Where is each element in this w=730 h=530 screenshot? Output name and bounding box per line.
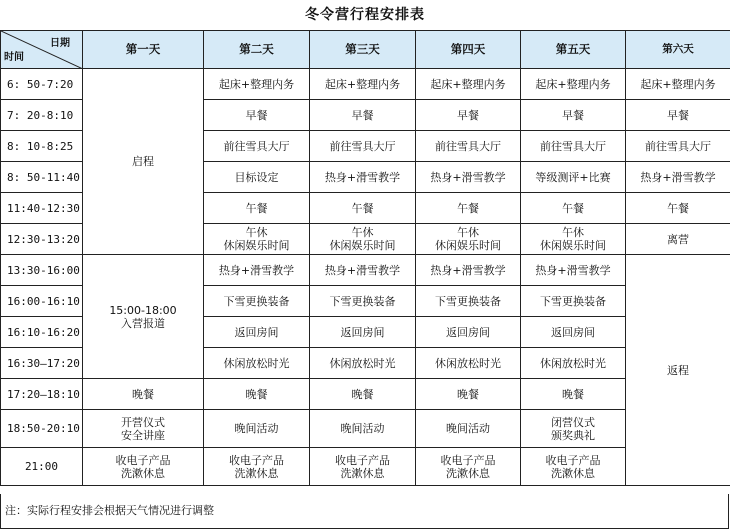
schedule-cell: 热身+滑雪教学 (416, 162, 521, 193)
schedule-cell: 早餐 (204, 100, 310, 131)
schedule-cell: 下雪更换装备 (310, 286, 416, 317)
day1-cell: 启程 (83, 69, 204, 255)
schedule-cell: 收电子产品 洗漱休息 (416, 448, 521, 486)
schedule-cell: 热身+滑雪教学 (416, 255, 521, 286)
table-row (1, 379, 730, 410)
schedule-cell: 起床+整理内务 (416, 69, 521, 100)
day-header: 第四天 (416, 31, 521, 69)
schedule-cell: 午餐 (204, 193, 310, 224)
schedule-cell: 午餐 (416, 193, 521, 224)
header-row (1, 31, 730, 69)
time-cell: 7: 20-8:10 (1, 100, 83, 131)
time-cell: 21:00 (1, 448, 83, 486)
schedule-cell: 闭营仪式 颁奖典礼 (521, 410, 626, 448)
day-header: 第六天 (626, 31, 730, 69)
table-row (1, 448, 730, 486)
schedule-cell: 下雪更换装备 (521, 286, 626, 317)
schedule-cell: 前往雪具大厅 (416, 131, 521, 162)
day-header: 第三天 (310, 31, 416, 69)
day1-cell: 晚餐 (83, 379, 204, 410)
schedule-cell: 前往雪具大厅 (626, 131, 730, 162)
time-cell: 18:50-20:10 (1, 410, 83, 448)
day1-cell: 15:00-18:00 入营报道 (83, 255, 204, 379)
corner-time-label: 时间 (4, 52, 24, 63)
time-cell: 16:10-16:20 (1, 317, 83, 348)
schedule-cell: 起床+整理内务 (626, 69, 730, 100)
footnote: 注：实际行程安排会根据天气情况进行调整 (0, 494, 729, 529)
schedule-cell: 目标设定 (204, 162, 310, 193)
schedule-cell: 晚间活动 (310, 410, 416, 448)
time-cell: 11:40-12:30 (1, 193, 83, 224)
schedule-cell: 午餐 (310, 193, 416, 224)
schedule-cell: 离营 (626, 224, 730, 255)
schedule-cell: 收电子产品 洗漱休息 (204, 448, 310, 486)
schedule-cell: 热身+滑雪教学 (310, 162, 416, 193)
time-cell: 13:30-16:00 (1, 255, 83, 286)
schedule-cell: 下雪更换装备 (204, 286, 310, 317)
day-header: 第五天 (521, 31, 626, 69)
day1-cell: 开营仪式 安全讲座 (83, 410, 204, 448)
schedule-cell: 下雪更换装备 (416, 286, 521, 317)
schedule-cell: 返回房间 (204, 317, 310, 348)
schedule-cell: 晚餐 (416, 379, 521, 410)
time-cell: 16:00-16:10 (1, 286, 83, 317)
schedule-cell: 前往雪具大厅 (204, 131, 310, 162)
schedule-cell: 起床+整理内务 (521, 69, 626, 100)
time-cell: 8: 50-11:40 (1, 162, 83, 193)
schedule-cell: 早餐 (310, 100, 416, 131)
corner-cell (1, 31, 83, 69)
schedule-cell: 返回房间 (416, 317, 521, 348)
schedule-cell: 热身+滑雪教学 (310, 255, 416, 286)
sheet-title: 冬令营行程安排表 (305, 7, 425, 23)
time-cell: 8: 10-8:25 (1, 131, 83, 162)
schedule-cell: 晚餐 (521, 379, 626, 410)
time-cell: 17:20—18:10 (1, 379, 83, 410)
schedule-cell: 休闲放松时光 (416, 348, 521, 379)
schedule-cell: 早餐 (626, 100, 730, 131)
day6-return-cell: 返程 (626, 255, 730, 486)
schedule-cell: 收电子产品 洗漱休息 (521, 448, 626, 486)
schedule-cell: 午休 休闲娱乐时间 (204, 224, 310, 255)
schedule-cell: 午休 休闲娱乐时间 (416, 224, 521, 255)
schedule-cell: 午餐 (521, 193, 626, 224)
time-cell: 16:30—17:20 (1, 348, 83, 379)
table-row (1, 69, 730, 100)
schedule-cell: 晚餐 (310, 379, 416, 410)
schedule-cell: 前往雪具大厅 (521, 131, 626, 162)
schedule-cell: 晚间活动 (204, 410, 310, 448)
schedule-cell: 热身+滑雪教学 (204, 255, 310, 286)
day-header: 第二天 (204, 31, 310, 69)
corner-date-label: 日期 (50, 38, 70, 49)
day1-cell: 收电子产品 洗漱休息 (83, 448, 204, 486)
schedule-cell: 起床+整理内务 (310, 69, 416, 100)
schedule-cell: 午休 休闲娱乐时间 (310, 224, 416, 255)
schedule-cell: 休闲放松时光 (521, 348, 626, 379)
table-row (1, 255, 730, 286)
schedule-cell: 热身+滑雪教学 (626, 162, 730, 193)
schedule-cell: 返回房间 (310, 317, 416, 348)
schedule-cell: 晚餐 (204, 379, 310, 410)
schedule-table (0, 30, 730, 486)
schedule-cell: 返回房间 (521, 317, 626, 348)
day-header: 第一天 (83, 31, 204, 69)
schedule-cell: 早餐 (416, 100, 521, 131)
schedule-cell: 晚间活动 (416, 410, 521, 448)
schedule-cell: 休闲放松时光 (204, 348, 310, 379)
schedule-cell: 午休 休闲娱乐时间 (521, 224, 626, 255)
schedule-cell: 休闲放松时光 (310, 348, 416, 379)
schedule-cell: 热身+滑雪教学 (521, 255, 626, 286)
time-cell: 12:30-13:20 (1, 224, 83, 255)
table-row (1, 410, 730, 448)
schedule-cell: 午餐 (626, 193, 730, 224)
schedule-cell: 起床+整理内务 (204, 69, 310, 100)
schedule-cell: 收电子产品 洗漱休息 (310, 448, 416, 486)
time-cell: 6: 50-7:20 (1, 69, 83, 100)
schedule-cell: 早餐 (521, 100, 626, 131)
schedule-cell: 前往雪具大厅 (310, 131, 416, 162)
schedule-cell: 等级测评+比赛 (521, 162, 626, 193)
